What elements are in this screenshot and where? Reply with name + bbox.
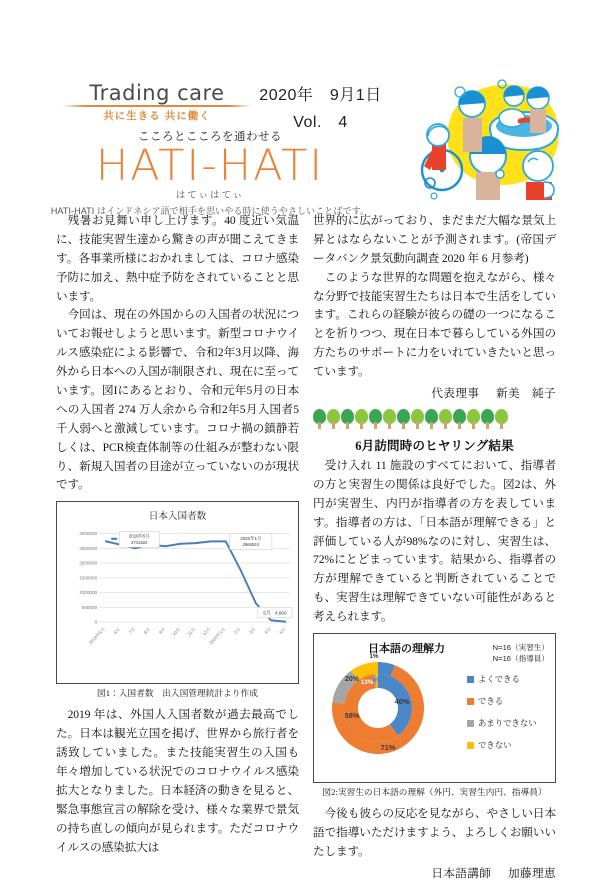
xtick-4: 9月 [157,626,167,636]
legend-swatch-blue [467,676,474,683]
svg-text:2741822: 2741822 [131,540,148,546]
left-paragraph-2: 今回は、現在の外国からの入国者の状況についてお報せしようと思います。新型コロナウイルス感染症による影響で、令和2年3月以降、海外から日本への入国が制限され、現在に至っています。図Iにあるとおり、令和元年5月の日本への入国者 274 万人余から令和2年5月入国者5千人弱へと激減しています。コロナ禍の鎮静若しくは、PCR検査体制等の仕組みが整わない限り、新規入国者の目途が立っていないのが現状です。 [56,308,299,492]
xtick-8: 2020年1月 [208,626,227,646]
legend-label-dekiru: できる [478,696,504,707]
legend-item-dekiru [467,690,551,712]
tree-icon [411,409,424,429]
annotation-2020-05 [258,608,292,619]
tree-icon [453,409,466,429]
annotation-2020-01 [230,534,272,550]
donut-n-outer: N=16（実習生） [492,643,549,653]
xtick-1: 6月 [112,626,121,636]
donut-n-inner: N=16（指導員） [492,654,549,664]
ytick-3000000: 3000000 [79,532,98,538]
left-column [56,212,299,854]
xtick-12: 5月 [278,626,287,636]
figure-2-box [313,633,556,783]
tree-icon [439,409,452,429]
svg-text:5月 4,600: 5月 4,600 [263,611,287,618]
ytick-0: 0 [94,620,98,627]
donut-chart-title: 日本語の理解力 [368,643,445,656]
xtick-6: 11月 [186,626,197,637]
tree-icon [495,409,508,429]
xtick-3: 8月 [142,626,152,636]
issue-volume: Vol. 4 [293,114,348,131]
donut-chart-svg [316,652,466,770]
right-column [313,212,556,880]
newsletter-header [0,0,600,216]
legend-swatch-gray [467,720,474,727]
ytick-1500000: 1500000 [79,576,98,582]
svg-text:2019年5月: 2019年5月 [128,534,150,540]
issue-date: 2020年 9月1日 [259,87,382,104]
xtick-10: 3月 [248,626,257,636]
legend-label-amari: あまりできない [478,718,537,729]
xtick-11: 4月 [263,626,272,636]
tree-divider [313,407,556,429]
donut-chart [318,640,551,780]
legend-item-yoku [467,668,551,690]
masthead-kana: はてぃはてぃ [175,189,245,201]
brand-underline [62,105,252,107]
ytick-2500000: 2500000 [79,547,98,553]
legend-swatch-yellow [467,742,474,749]
label-outer-71: 71% [380,743,396,753]
tree-icon [383,409,396,429]
masthead-tagline: こころとこころを通わせる [138,131,282,143]
legend-label-yoku: よくできる [478,674,520,685]
line-chart [61,523,294,681]
legend-item-dekinai [467,734,551,756]
brand-title: Trading care [89,81,225,105]
right-paragraph-1: 世界的に広がっており、まだまだ大幅な景気上昇とはならないことが予測されます。(帝国データバンク景気動向調査 2020 年 6 月参考) [313,214,556,265]
legend-label-dekinai: できない [478,740,512,751]
brand-subtitle: 共に生きる 共に働く [103,110,211,123]
section-heading-hearing: 6月訪問時のヒヤリング結果 [355,439,514,454]
representative-signature [313,385,556,401]
legend-item-amari [467,712,551,734]
ytick-500000: 500000 [81,606,98,612]
brand-block [62,82,252,123]
xtick-2: 7月 [127,626,137,636]
ytick-1000000: 1000000 [79,591,98,597]
issue-info [248,82,393,132]
label-outer-1: 1% [369,653,379,661]
figure-2-caption: 図2:実習生の日本語の理解（外円、実習生内円、指導員） [322,787,547,798]
signature-name: 新美 純子 [496,387,556,401]
svg-text:2020年1月: 2020年1月 [240,536,262,542]
closing-role: 日本語講師 [431,866,492,880]
signature-role: 代表理事 [431,387,480,401]
xtick-9: 2月 [233,626,242,636]
tree-icon [369,409,382,429]
label-outer-20: 20% [344,676,360,684]
label-inner-58: 58% [344,711,360,721]
right-paragraph-4: 今後も彼らの反応を見ながら、やさしい日本語で指導いただけますよう、よろしくお願いいたします。 [313,807,556,858]
xtick-5: 10月 [171,626,182,638]
tree-icon [327,409,340,429]
tree-icon [467,409,480,429]
line-chart-title: 日本入国者数 [148,511,207,523]
tree-icon [313,409,326,429]
masthead-note: HATI-HATI はインドネシア語で相手を思いやる時に使うやさしいことばです。 [50,205,370,216]
xtick-7: 12月 [201,626,212,638]
masthead [0,128,420,217]
tree-icon [341,409,354,429]
closing-signature [313,865,556,881]
tree-icon [481,409,494,429]
right-paragraph-2: このような世界的な問題を抱えながら、様々な分野で技能実習生たちは日本で生活をしています。これらの経験が彼らの礎の一つになることを祈りつつ、現在日本で暮らしている外国の方たちのサポートに力をいれていきたいと思っています。 [313,270,556,379]
right-paragraph-3: 受け入れ 11 施設のすべてにおいて、指導者の方と実習生の関係は良好でした。図2は、外円が実習生、内円が指導者の方を表しています。指導者の方は、「日本語が理解できる」と評価している人が98%なのに対し、実習生は、72%にとどまっています。結果から、指導者の方が理解できていると判断されていることでも、実習生は理解できていない可能性があると考えられます。 [313,459,556,624]
svg-text:2666524: 2666524 [242,542,260,548]
ytick-2000000: 2000000 [79,562,98,568]
label-inner-40: 40% [394,697,410,707]
left-paragraph-1: 残暑お見舞い申し上げます。40 度近い気温に、技能実習生達から驚きの声が聞こえてきます。各事業所様におかれましては、コロナ感染予防に加え、熱中症予防をされていることと思います。 [56,214,299,303]
donut-legend [467,668,551,756]
legend-swatch-orange [467,698,474,705]
xtick-0: 2019年5月 [87,626,106,646]
body-columns [0,212,600,880]
left-paragraph-3: 2019 年は、外国人入国者数が過去最高でした。日本は観光立国を掲げ、世界から旅行者を誘致していました。また技能実習生の入国も年々増加している状況でのコロナウイルス感染拡大となりました。日本経済の動きを見ると、緊急事態宣言の解除を受け、様々な業界で景気の持ち直しの傾向が見られます。ただコロナウイルスの感染拡大は [56,708,299,854]
figure-1-caption: 図1：入国者数 出入国管理統計より作成 [97,688,258,699]
line-chart-svg [61,523,294,681]
tree-icon [355,409,368,429]
label-outer-6: 6% [372,678,382,685]
closing-name: 加藤理恵 [508,866,556,880]
people-diversity-illustration [416,78,578,200]
figure-1-box [56,501,299,684]
tree-icon [397,409,410,429]
masthead-logo: HATI-HATI [95,141,325,191]
tree-icon [425,409,438,429]
label-outer-13: 13% [360,679,374,687]
